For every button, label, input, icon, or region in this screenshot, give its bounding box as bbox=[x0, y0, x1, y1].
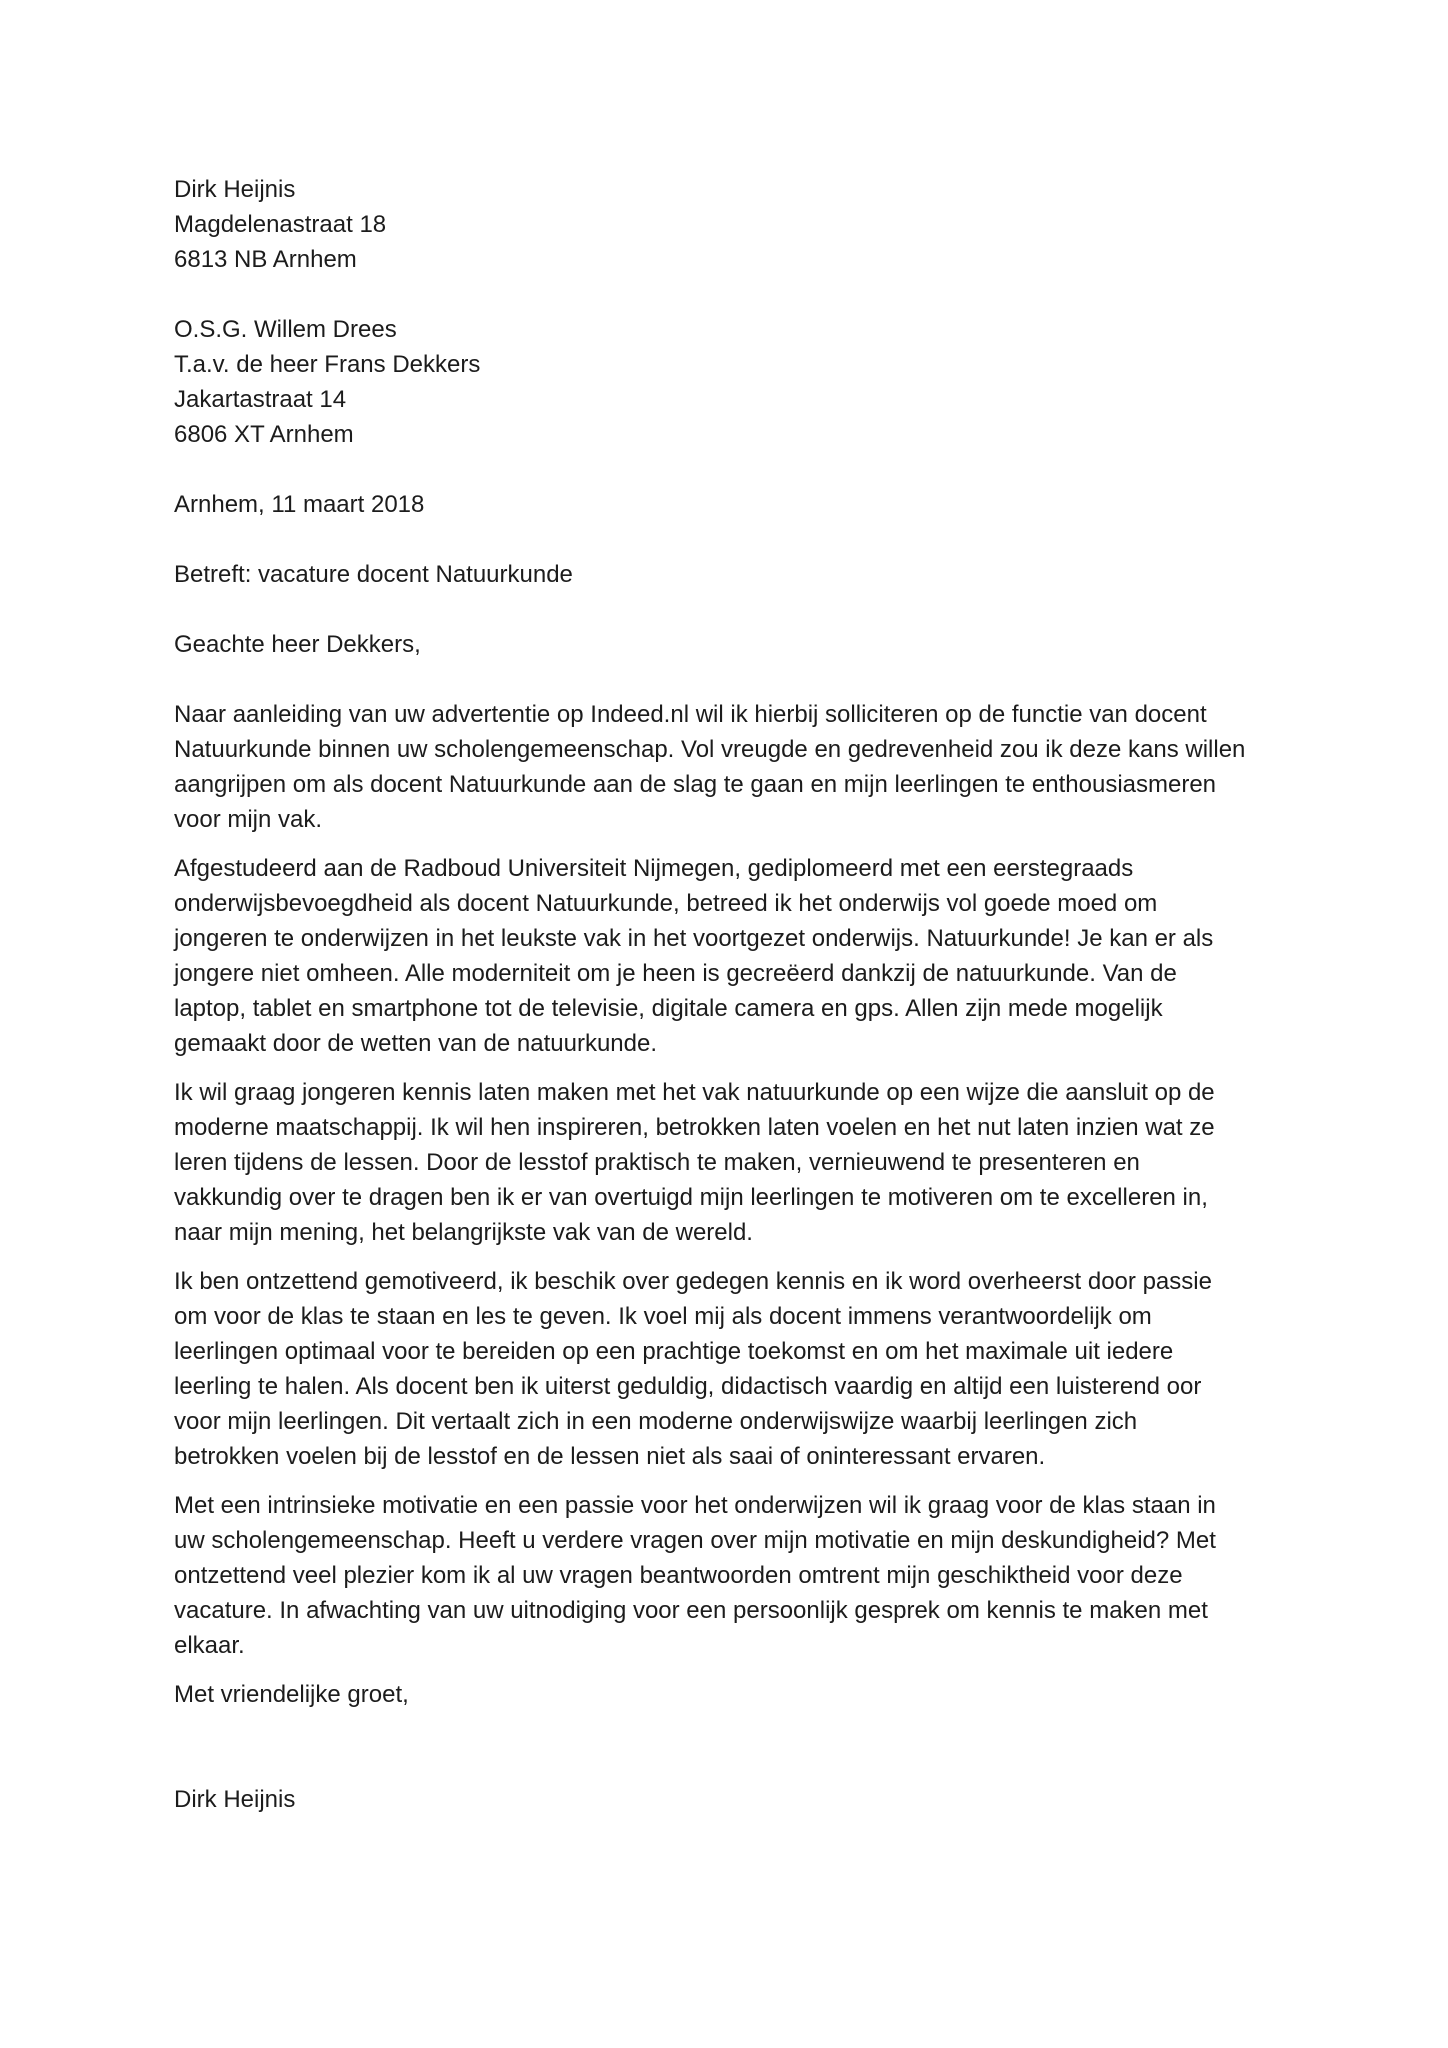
paragraph-line: jongeren te onderwijzen in het leukste vak in het voortgezet onderwijs. Natuurkunde! Je kan er als bbox=[174, 925, 1214, 952]
paragraph-4 bbox=[174, 1264, 1284, 1474]
paragraph-line: elkaar. bbox=[174, 1632, 245, 1659]
paragraph-line: aangrijpen om als docent Natuurkunde aan de slag te gaan en mijn leerlingen te enthousiasmeren bbox=[174, 771, 1217, 798]
paragraph-line: leren tijdens de lessen. Door de lesstof praktisch te maken, vernieuwend te presenteren en bbox=[174, 1149, 1140, 1176]
paragraph-line: laptop, tablet en smartphone tot de televisie, digitale camera en gps. Allen zijn mede mogelijk bbox=[174, 995, 1163, 1022]
sender-name: Dirk Heijnis bbox=[174, 176, 296, 203]
paragraph-5 bbox=[174, 1488, 1284, 1663]
sender-street: Magdelenastraat 18 bbox=[174, 211, 387, 238]
paragraph-line: Natuurkunde binnen uw scholengemeenschap. Vol vreugde en gedrevenheid zou ik deze kans willen bbox=[174, 736, 1246, 763]
paragraph-1 bbox=[174, 697, 1284, 837]
paragraph-line: voor mijn leerlingen. Dit vertaalt zich in een moderne onderwijswijze waarbij leerlingen zich bbox=[174, 1408, 1138, 1435]
paragraph-line: Met een intrinsieke motivatie en een passie voor het onderwijzen wil ik graag voor de klas staan in bbox=[174, 1492, 1216, 1519]
paragraph-line: Afgestudeerd aan de Radboud Universiteit Nijmegen, gediplomeerd met een eerstegraads bbox=[174, 855, 1134, 882]
paragraph-line: voor mijn vak. bbox=[174, 806, 323, 833]
paragraph-line: ontzettend veel plezier kom ik al uw vragen beantwoorden omtrent mijn geschiktheid voor deze bbox=[174, 1562, 1183, 1589]
paragraph-line: om voor de klas te staan en les te geven. Ik voel mij als docent immens verantwoordelijk om bbox=[174, 1303, 1152, 1330]
recipient-address bbox=[174, 312, 1284, 452]
recipient-street: Jakartastraat 14 bbox=[174, 386, 347, 413]
recipient-attention: T.a.v. de heer Frans Dekkers bbox=[174, 351, 481, 378]
paragraph-line: vakkundig over te dragen ben ik er van overtuigd mijn leerlingen te motiveren om te excelleren in, bbox=[174, 1184, 1208, 1211]
salutation: Geachte heer Dekkers, bbox=[174, 631, 421, 658]
closing: Met vriendelijke groet, bbox=[174, 1681, 409, 1708]
paragraph-line: onderwijsbevoegdheid als docent Natuurkunde, betreed ik het onderwijs vol goede moed om bbox=[174, 890, 1158, 917]
paragraph-line: naar mijn mening, het belangrijkste vak van de wereld. bbox=[174, 1219, 753, 1246]
recipient-org: O.S.G. Willem Drees bbox=[174, 316, 397, 343]
recipient-city: 6806 XT Arnhem bbox=[174, 421, 354, 448]
signature-name: Dirk Heijnis bbox=[174, 1786, 296, 1813]
paragraph-line: Naar aanleiding van uw advertentie op Indeed.nl wil ik hierbij solliciteren op de functie van docent bbox=[174, 701, 1207, 728]
paragraph-line: Ik ben ontzettend gemotiveerd, ik beschik over gedegen kennis en ik word overheerst door passie bbox=[174, 1268, 1212, 1295]
paragraph-line: moderne maatschappij. Ik wil hen inspireren, betrokken laten voelen en het nut laten inzien wat ze bbox=[174, 1114, 1215, 1141]
paragraph-line: vacature. In afwachting van uw uitnodiging voor een persoonlijk gesprek om kennis te maken met bbox=[174, 1597, 1208, 1624]
paragraph-line: leerling te halen. Als docent ben ik uiterst geduldig, didactisch vaardig en altijd een luisterend oor bbox=[174, 1373, 1202, 1400]
paragraph-line: betrokken voelen bij de lesstof en de lessen niet als saai of oninteressant ervaren. bbox=[174, 1443, 1046, 1470]
paragraph-line: jongere niet omheen. Alle moderniteit om je heen is gecreëerd dankzij de natuurkunde. Van de bbox=[174, 960, 1177, 987]
paragraph-line: gemaakt door de wetten van de natuurkunde. bbox=[174, 1030, 657, 1057]
letter-body bbox=[174, 172, 1284, 1817]
paragraph-3 bbox=[174, 1075, 1284, 1250]
sender-city: 6813 NB Arnhem bbox=[174, 246, 357, 273]
paragraph-line: Ik wil graag jongeren kennis laten maken met het vak natuurkunde op een wijze die aansluit op de bbox=[174, 1079, 1215, 1106]
paragraph-2 bbox=[174, 851, 1284, 1061]
paragraph-line: leerlingen optimaal voor te bereiden op een prachtige toekomst en om het maximale uit iedere bbox=[174, 1338, 1174, 1365]
sender-address bbox=[174, 172, 1284, 277]
paragraph-line: uw scholengemeenschap. Heeft u verdere vragen over mijn motivatie en mijn deskundigheid? Met bbox=[174, 1527, 1216, 1554]
date-line: Arnhem, 11 maart 2018 bbox=[174, 491, 425, 518]
subject-line: Betreft: vacature docent Natuurkunde bbox=[174, 561, 573, 588]
